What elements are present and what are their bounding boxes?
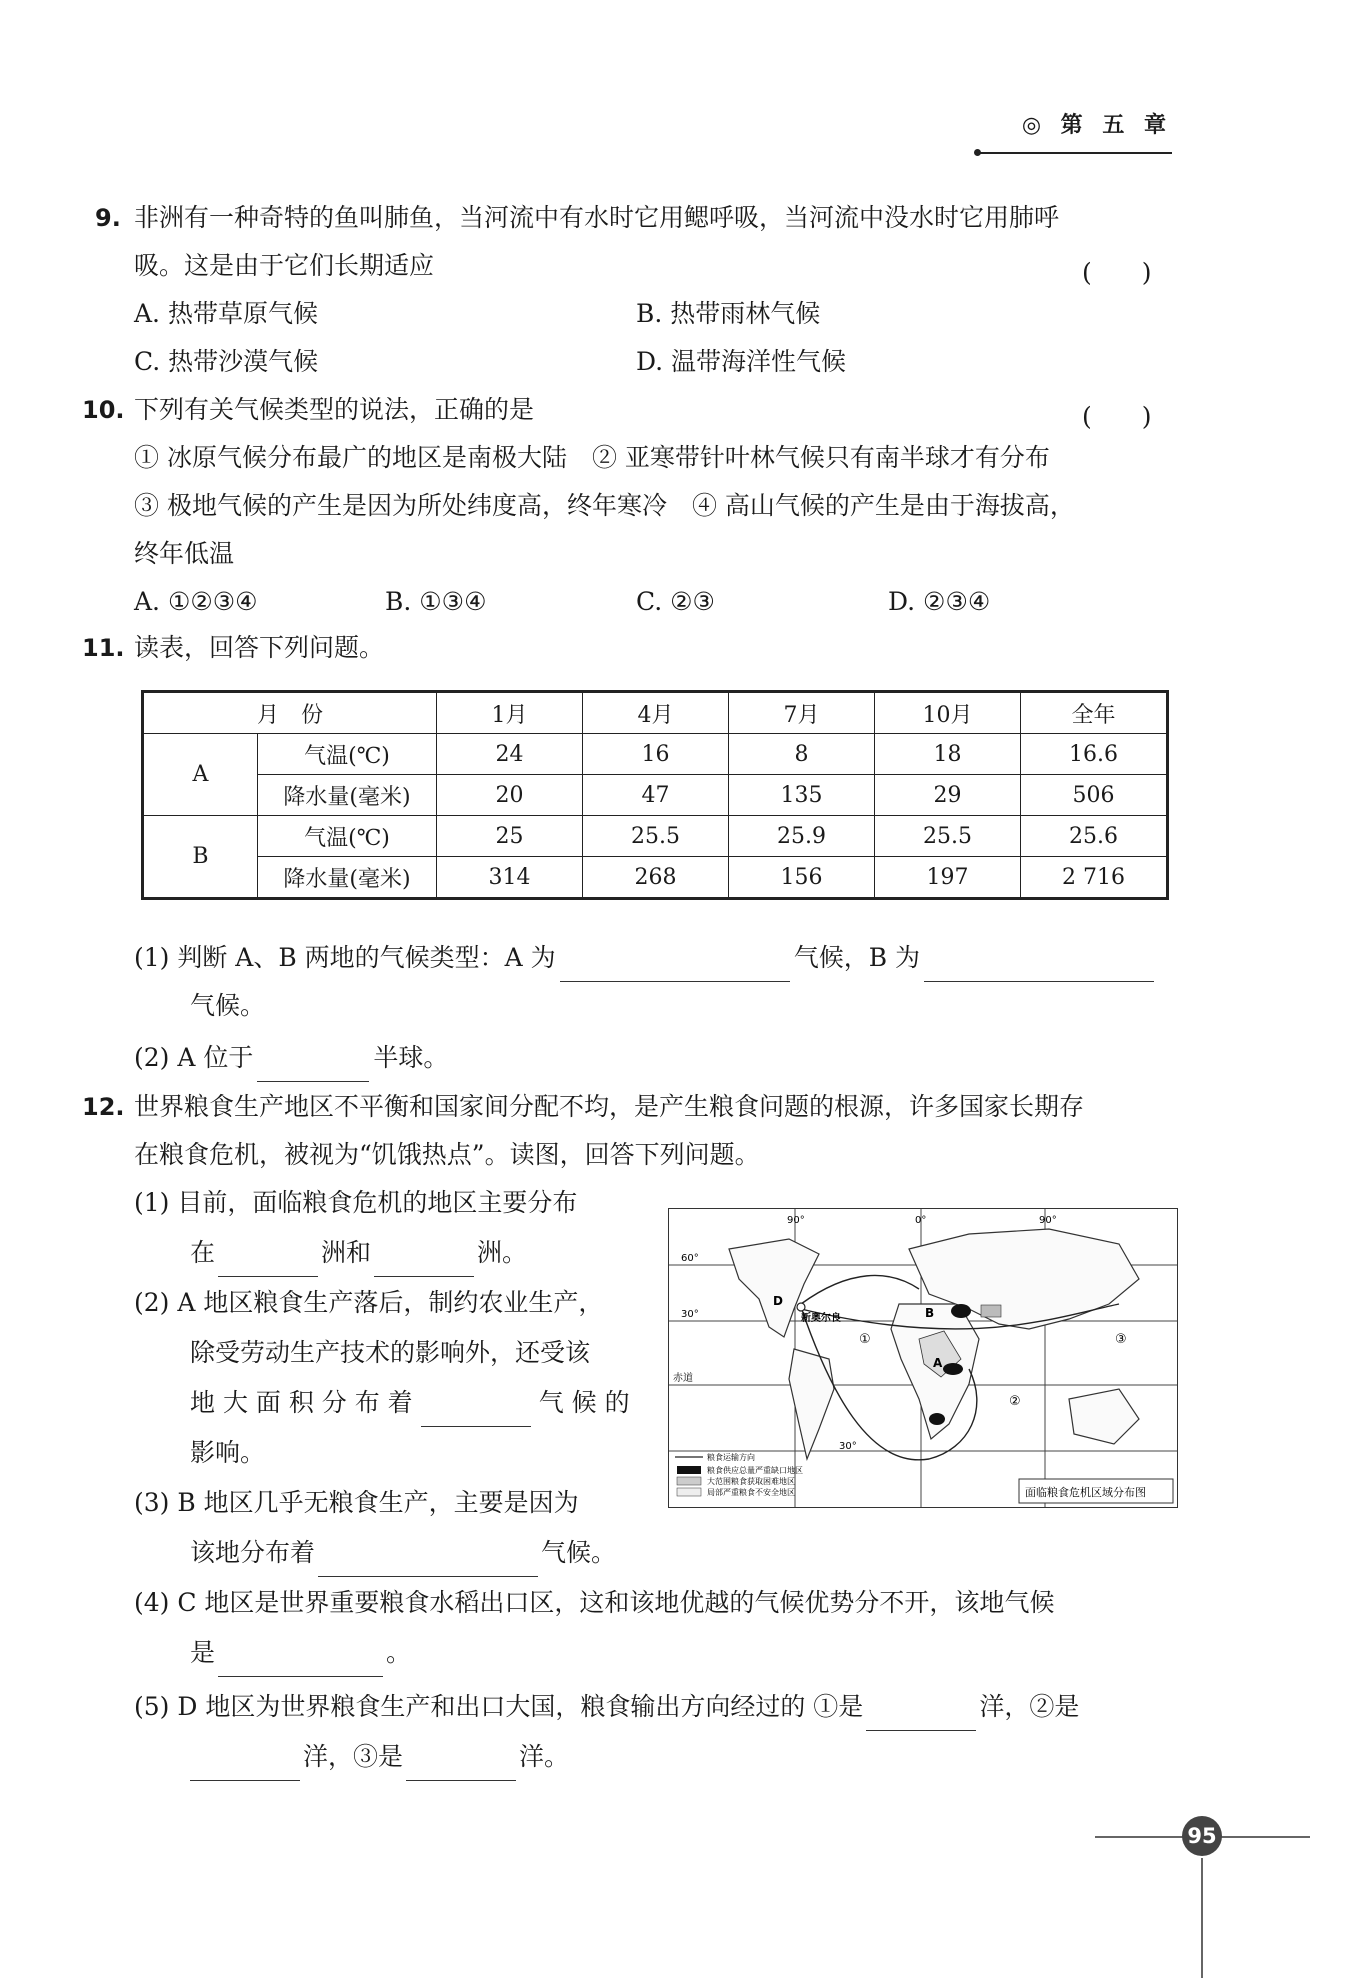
q12-answer-blank-3[interactable] — [318, 1546, 538, 1577]
q12-sub5-line2 — [190, 1733, 569, 1781]
ocean-marker-3: ③ — [1115, 1332, 1127, 1347]
ocean-marker-1: ① — [859, 1332, 871, 1347]
q12-sub3-line1: (3) B 地区几乎无粮食生产，主要是因为 — [134, 1488, 579, 1517]
australia — [1069, 1389, 1139, 1444]
q9-line1 — [95, 194, 121, 242]
table-row — [143, 816, 1168, 857]
table-cell: 25.6 — [1021, 816, 1168, 857]
q11-answer-blank-c[interactable] — [257, 1051, 369, 1082]
table-cell: 8 — [729, 734, 875, 775]
climate-data-table — [141, 690, 1169, 900]
q12-sub1-text2: 洲和 — [321, 1238, 372, 1267]
q11-sub1-text: (1) 判断 A、B 两地的气候类型：A 为 — [134, 943, 556, 972]
q12-sub2-line3 — [190, 1379, 630, 1427]
q12-number: 12. — [82, 1093, 125, 1121]
page-number-rule-vertical — [1201, 1858, 1203, 1978]
q9-option-b[interactable]: B. 热带雨林气候 — [636, 299, 821, 328]
crisis-area-severe-a — [943, 1363, 963, 1375]
q12-sub3-text2: 气候。 — [541, 1538, 617, 1567]
q12-sub3-text: 该地分布着 — [190, 1538, 316, 1567]
q10-statement-line2: ③ 极地气候的产生是因为所处纬度高，终年寒冷 ④ 高山气候的产生是由于海拔高， — [134, 491, 1075, 520]
table-cell: 16 — [583, 734, 729, 775]
table-cell: 25 — [437, 816, 583, 857]
table-cell: 25.5 — [875, 816, 1021, 857]
q11-sub2-text: (2) A 位于 — [134, 1043, 254, 1072]
lat-label-equator: 赤道 — [673, 1373, 693, 1384]
q9-option-a[interactable]: A. 热带草原气候 — [134, 299, 318, 328]
lat-label-30s: 30° — [839, 1441, 857, 1452]
table-cell: 20 — [437, 775, 583, 816]
q12-sub5-text4: 洋。 — [519, 1742, 570, 1771]
q11-answer-blank-b[interactable] — [924, 951, 1154, 982]
table-header-cell: 10月 — [875, 692, 1021, 734]
q12-sub2-text2: 气 候 的 — [538, 1388, 630, 1417]
q12-sub3-line2 — [190, 1529, 616, 1577]
q12-sub4-text: 是 — [190, 1638, 216, 1667]
q10-option-d[interactable]: D. ②③④ — [888, 587, 991, 616]
q12-sub5-text2: 洋，②是 — [979, 1692, 1080, 1721]
q12-stem-line1: 世界粮食生产地区不平衡和国家间分配不均，是产生粮食问题的根源，许多国家长期存 — [134, 1092, 1085, 1121]
q10-answer-paren[interactable]: ( ) — [1082, 402, 1152, 431]
table-cell: 156 — [729, 857, 875, 899]
legend-route: 粮食运输方向 — [707, 1453, 755, 1462]
table-cell: 25.9 — [729, 816, 875, 857]
q12-sub5-text3: 洋，③是 — [303, 1742, 404, 1771]
table-cell: 314 — [437, 857, 583, 899]
q12-answer-blank-1a[interactable] — [218, 1246, 318, 1277]
lon-label-90w: 90° — [787, 1215, 805, 1226]
q12-answer-blank-5c[interactable] — [406, 1750, 516, 1781]
food-crisis-map — [668, 1208, 1178, 1508]
table-cell: 47 — [583, 775, 729, 816]
route-atlantic-north — [801, 1275, 919, 1304]
crisis-area-severe-c — [929, 1413, 945, 1425]
map-legend — [675, 1452, 803, 1497]
q12-sub1-line1: (1) 目前，面临粮食危机的地区主要分布 — [134, 1188, 578, 1217]
q10-number: 10. — [82, 396, 125, 424]
q12-answer-blank-1b[interactable] — [374, 1246, 474, 1277]
q12-sub1-text3: 洲。 — [477, 1238, 528, 1267]
q10-statement-line1: ① 冰原气候分布最广的地区是南极大陆 ② 亚寒带针叶林气候只有南半球才有分布 — [134, 443, 1050, 472]
q11-sub1-line1 — [134, 934, 1154, 982]
world-map-graphic — [669, 1209, 1177, 1507]
table-header-cell: 月 份 — [143, 692, 437, 734]
table-cell: 29 — [875, 775, 1021, 816]
q12-sub5-line1 — [134, 1683, 1079, 1731]
row-label: 降水量(毫米) — [258, 857, 437, 899]
q10-stem: 下列有关气候类型的说法，正确的是 — [134, 395, 535, 424]
q12-answer-blank-5b[interactable] — [190, 1750, 300, 1781]
q12-sub4-line2 — [190, 1629, 411, 1677]
map-title: 面临粮食危机区域分布图 — [1025, 1486, 1146, 1499]
table-row — [143, 775, 1168, 816]
row-label: 气温(℃) — [258, 816, 437, 857]
region-label-d: D — [773, 1294, 783, 1308]
q12-answer-blank-2[interactable] — [421, 1396, 531, 1427]
table-cell: 197 — [875, 857, 1021, 899]
q11-stem: 读表，回答下列问题。 — [134, 633, 385, 662]
table-cell: 268 — [583, 857, 729, 899]
crisis-area-severe-b — [951, 1304, 971, 1318]
q12-sub4-text2: 。 — [386, 1638, 412, 1667]
table-header-cell: 1月 — [437, 692, 583, 734]
legend-local: 局部严重粮食不安全地区 — [707, 1488, 795, 1497]
table-header-cell: 4月 — [583, 692, 729, 734]
region-label-a: A — [933, 1356, 943, 1370]
ocean-marker-2: ② — [1009, 1394, 1021, 1409]
q12-stem-line2: 在粮食危机，被视为“饥饿热点”。读图，回答下列问题。 — [134, 1140, 760, 1169]
new-orleans-marker — [797, 1303, 805, 1311]
table-cell: 506 — [1021, 775, 1168, 816]
south-america — [789, 1349, 834, 1459]
lat-label-30n: 30° — [681, 1309, 699, 1320]
table-header-row — [143, 692, 1168, 734]
q11-sub2 — [134, 1034, 448, 1082]
q11-sub2-text2: 半球。 — [373, 1043, 449, 1072]
q12-sub2-line2: 除受劳动生产技术的影响外，还受该 — [190, 1338, 591, 1367]
lon-label-0: 0° — [915, 1215, 927, 1226]
page-number: 95 — [1182, 1816, 1222, 1856]
q9-option-d[interactable]: D. 温带海洋性气候 — [636, 347, 847, 376]
table-cell: 2 716 — [1021, 857, 1168, 899]
q12-sub4-line1: (4) C 地区是世界重要粮食水稻出口区，这和该地优越的气候优势分不开，该地气候 — [134, 1588, 1055, 1617]
chapter-rule — [980, 152, 1172, 154]
lon-label-90e: 90° — [1039, 1215, 1057, 1226]
q11-number: 11. — [82, 634, 125, 662]
row-label: 气温(℃) — [258, 734, 437, 775]
table-header-cell: 7月 — [729, 692, 875, 734]
q10-option-a[interactable]: A. ①②③④ — [134, 587, 258, 616]
region-label-b: B — [925, 1306, 935, 1320]
q12-sub5-text: (5) D 地区为世界粮食生产和出口大国，粮食输出方向经过的 ①是 — [134, 1692, 864, 1721]
q10-statement-line3: 终年低温 — [134, 539, 235, 568]
q10-option-c[interactable]: C. ②③ — [636, 587, 715, 616]
city-label-new-orleans: 新奥尔良 — [801, 1313, 841, 1324]
table-header-cell: 全年 — [1021, 692, 1168, 734]
table-cell: 24 — [437, 734, 583, 775]
group-label-a: A — [143, 734, 258, 816]
q9-option-c[interactable]: C. 热带沙漠气候 — [134, 347, 319, 376]
legend-widespread: 大范围粮食获取困难地区 — [707, 1477, 795, 1486]
lat-label-60: 60° — [681, 1253, 699, 1264]
q12-answer-blank-5a[interactable] — [866, 1700, 976, 1731]
q12-sub1-line2 — [190, 1229, 527, 1277]
q11-answer-blank-a[interactable] — [560, 951, 790, 982]
q12-sub2-line1: (2) A 地区粮食生产落后，制约农业生产， — [134, 1288, 604, 1317]
q10-option-b[interactable]: B. ①③④ — [385, 587, 487, 616]
group-label-b: B — [143, 816, 258, 899]
q9-number: 9. — [95, 204, 121, 232]
q12-answer-blank-4[interactable] — [218, 1646, 383, 1677]
q12-sub2-text: 地 大 面 积 分 布 着 — [190, 1388, 413, 1417]
table-cell: 18 — [875, 734, 1021, 775]
table-cell: 16.6 — [1021, 734, 1168, 775]
q11-sub1-line2: 气候。 — [190, 991, 266, 1020]
q9-answer-paren[interactable]: ( ) — [1082, 258, 1152, 287]
q12-sub1-text: 在 — [190, 1238, 216, 1267]
q11-sub1-text2: 气候，B 为 — [793, 943, 921, 972]
table-row — [143, 734, 1168, 775]
table-cell: 25.5 — [583, 816, 729, 857]
table-row — [143, 857, 1168, 899]
chapter-heading: ◎ 第 五 章 — [1021, 113, 1172, 138]
q9-stem-line1: 非洲有一种奇特的鱼叫肺鱼，当河流中有水时它用鳃呼吸，当河流中没水时它用肺呼 — [134, 203, 1060, 232]
row-label: 降水量(毫米) — [258, 775, 437, 816]
q9-stem-line2: 吸。这是由于它们长期适应 — [134, 251, 435, 280]
crisis-area-b — [981, 1305, 1001, 1317]
table-cell: 135 — [729, 775, 875, 816]
q12-sub2-line4: 影响。 — [190, 1438, 266, 1467]
legend-severe: 粮食供应总量严重缺口地区 — [707, 1466, 803, 1475]
